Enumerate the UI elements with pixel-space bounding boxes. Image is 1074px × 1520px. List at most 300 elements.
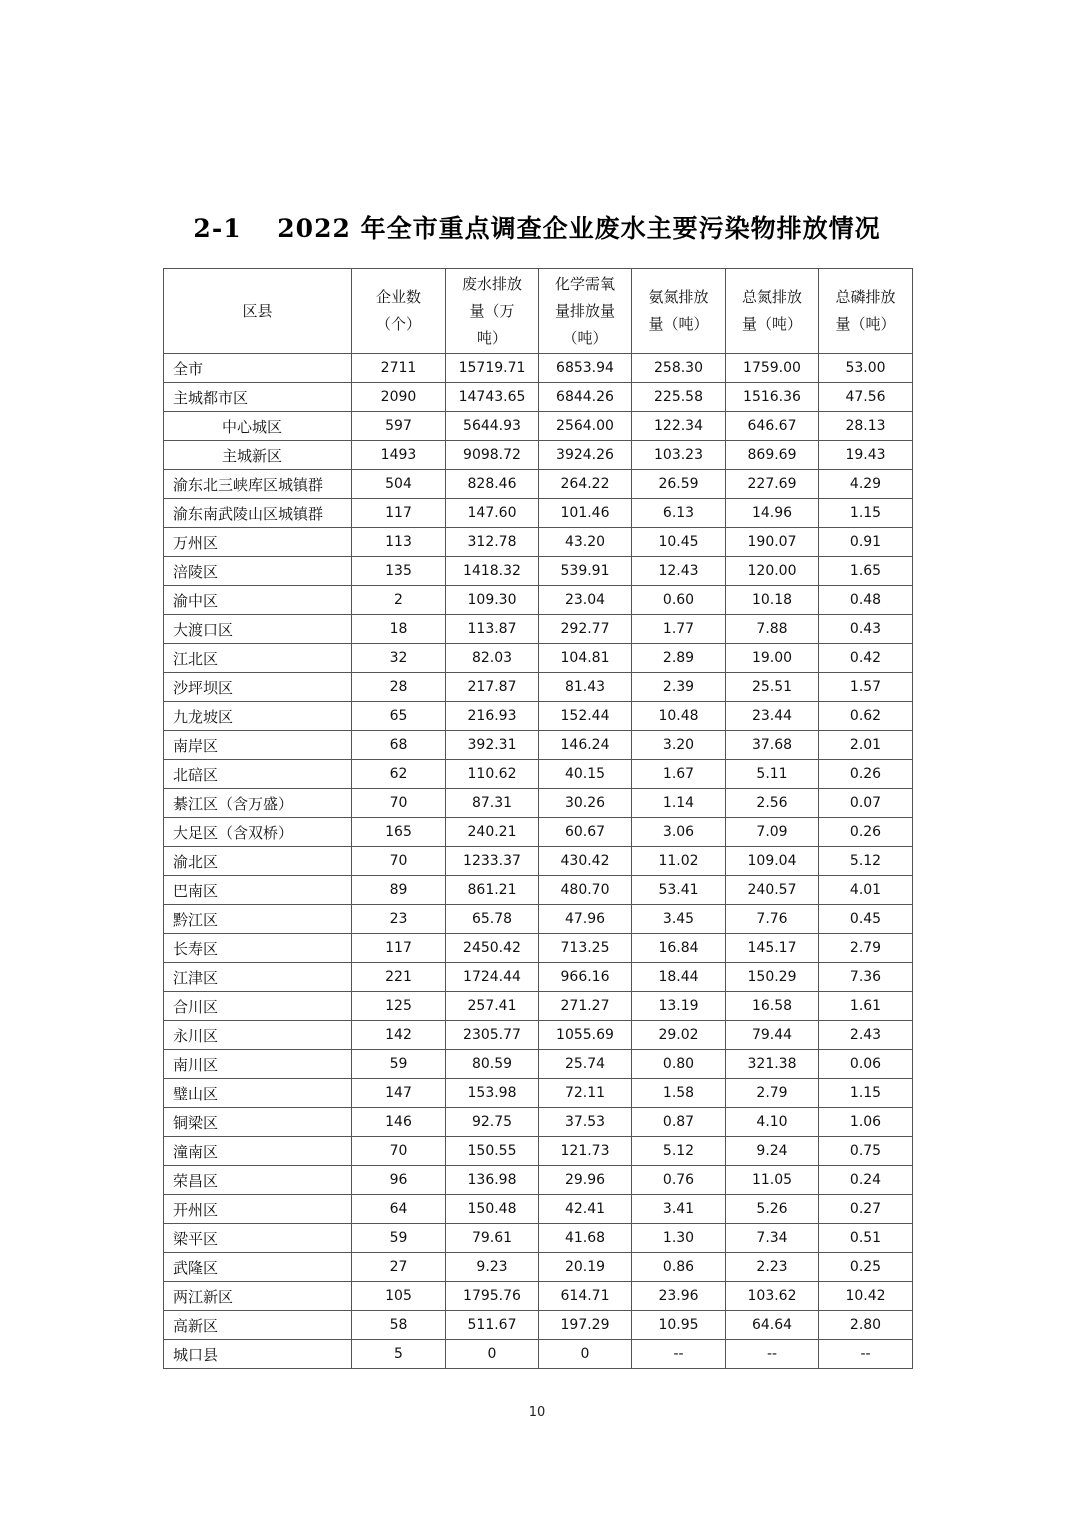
wastewater-volume-cell: 113.87 xyxy=(446,615,539,644)
cod-emission-cell: 23.04 xyxy=(539,586,632,615)
ammonia-nitrogen-emission-cell: 12.43 xyxy=(632,557,726,586)
table-row xyxy=(164,1137,913,1166)
wastewater-volume-cell: 92.75 xyxy=(446,1108,539,1137)
wastewater-volume-cell: 9098.72 xyxy=(446,441,539,470)
total-phosphorus-emission-cell: 2.43 xyxy=(819,1021,913,1050)
total-nitrogen-emission-cell: 120.00 xyxy=(726,557,819,586)
ammonia-nitrogen-emission-cell: 3.06 xyxy=(632,818,726,847)
cod-emission-cell: 42.41 xyxy=(539,1195,632,1224)
district-name-cell: 合川区 xyxy=(164,992,352,1021)
enterprise-count-cell: 135 xyxy=(352,557,446,586)
district-name-cell: 大渡口区 xyxy=(164,615,352,644)
wastewater-volume-cell: 240.21 xyxy=(446,818,539,847)
district-name-cell: 两江新区 xyxy=(164,1282,352,1311)
district-name-cell: 九龙坡区 xyxy=(164,702,352,731)
wastewater-volume-cell: 828.46 xyxy=(446,470,539,499)
total-nitrogen-emission-cell: 1759.00 xyxy=(726,354,819,383)
header-total-nitrogen-emission xyxy=(726,269,819,354)
cod-emission-cell: 25.74 xyxy=(539,1050,632,1079)
total-phosphorus-emission-cell: 4.29 xyxy=(819,470,913,499)
wastewater-volume-cell: 861.21 xyxy=(446,876,539,905)
total-nitrogen-emission-cell: 7.88 xyxy=(726,615,819,644)
total-nitrogen-emission-cell: 37.68 xyxy=(726,731,819,760)
emissions-table xyxy=(163,268,913,1369)
header-line: 氨氮排放 xyxy=(648,288,709,306)
table-row xyxy=(164,1079,913,1108)
table-row xyxy=(164,441,913,470)
header-line: 化学需氧 xyxy=(554,274,615,293)
ammonia-nitrogen-emission-cell: 1.14 xyxy=(632,789,726,818)
wastewater-volume-cell: 0 xyxy=(446,1340,539,1369)
table-row xyxy=(164,412,913,441)
wastewater-volume-cell: 1724.44 xyxy=(446,963,539,992)
header-line: 总氮排放 xyxy=(741,288,802,306)
header-line: 企业数 xyxy=(375,288,421,306)
total-nitrogen-emission-cell: 145.17 xyxy=(726,934,819,963)
enterprise-count-cell: 89 xyxy=(352,876,446,905)
district-name-cell: 璧山区 xyxy=(164,1079,352,1108)
enterprise-count-cell: 2 xyxy=(352,586,446,615)
total-phosphorus-emission-cell: 47.56 xyxy=(819,383,913,412)
total-nitrogen-emission-cell: 869.69 xyxy=(726,441,819,470)
district-name-cell: 铜梁区 xyxy=(164,1108,352,1137)
total-nitrogen-emission-cell: 109.04 xyxy=(726,847,819,876)
total-phosphorus-emission-cell: 19.43 xyxy=(819,441,913,470)
total-phosphorus-emission-cell: 0.42 xyxy=(819,644,913,673)
table-row xyxy=(164,818,913,847)
enterprise-count-cell: 117 xyxy=(352,499,446,528)
table-row xyxy=(164,905,913,934)
enterprise-count-cell: 597 xyxy=(352,412,446,441)
header-total-phosphorus-emission xyxy=(819,269,913,354)
wastewater-volume-cell: 9.23 xyxy=(446,1253,539,1282)
total-nitrogen-emission-cell: 19.00 xyxy=(726,644,819,673)
district-name-cell: 南岸区 xyxy=(164,731,352,760)
total-nitrogen-emission-cell: 5.26 xyxy=(726,1195,819,1224)
ammonia-nitrogen-emission-cell: 1.77 xyxy=(632,615,726,644)
wastewater-volume-cell: 1418.32 xyxy=(446,557,539,586)
wastewater-volume-cell: 110.62 xyxy=(446,760,539,789)
enterprise-count-cell: 68 xyxy=(352,731,446,760)
district-name-cell: 黔江区 xyxy=(164,905,352,934)
enterprise-count-cell: 113 xyxy=(352,528,446,557)
cod-emission-cell: 480.70 xyxy=(539,876,632,905)
cod-emission-cell: 81.43 xyxy=(539,673,632,702)
enterprise-count-cell: 27 xyxy=(352,1253,446,1282)
enterprise-count-cell: 142 xyxy=(352,1021,446,1050)
district-name-cell: 大足区（含双桥） xyxy=(164,818,352,847)
wastewater-volume-cell: 2305.77 xyxy=(446,1021,539,1050)
total-phosphorus-emission-cell: 1.65 xyxy=(819,557,913,586)
total-nitrogen-emission-cell: 646.67 xyxy=(726,412,819,441)
enterprise-count-cell: 28 xyxy=(352,673,446,702)
ammonia-nitrogen-emission-cell: 0.80 xyxy=(632,1050,726,1079)
total-nitrogen-emission-cell: 23.44 xyxy=(726,702,819,731)
ammonia-nitrogen-emission-cell: 0.60 xyxy=(632,586,726,615)
header-line: 量（吨） xyxy=(741,315,802,333)
table-row xyxy=(164,702,913,731)
district-name-cell: 北碚区 xyxy=(164,760,352,789)
total-nitrogen-emission-cell: 11.05 xyxy=(726,1166,819,1195)
table-row xyxy=(164,470,913,499)
enterprise-count-cell: 64 xyxy=(352,1195,446,1224)
enterprise-count-cell: 18 xyxy=(352,615,446,644)
header-line: 量排放量 xyxy=(554,301,615,320)
wastewater-volume-cell: 150.55 xyxy=(446,1137,539,1166)
wastewater-volume-cell: 217.87 xyxy=(446,673,539,702)
enterprise-count-cell: 504 xyxy=(352,470,446,499)
district-name-cell: 渝东南武陵山区城镇群 xyxy=(164,499,352,528)
district-name-cell: 主城新区 xyxy=(164,441,352,470)
district-name-cell: 荣昌区 xyxy=(164,1166,352,1195)
ammonia-nitrogen-emission-cell: 23.96 xyxy=(632,1282,726,1311)
district-name-cell: 潼南区 xyxy=(164,1137,352,1166)
table-row xyxy=(164,1108,913,1137)
cod-emission-cell: 264.22 xyxy=(539,470,632,499)
district-name-cell: 开州区 xyxy=(164,1195,352,1224)
table-row xyxy=(164,1050,913,1079)
enterprise-count-cell: 23 xyxy=(352,905,446,934)
ammonia-nitrogen-emission-cell: 1.30 xyxy=(632,1224,726,1253)
district-name-cell: 江津区 xyxy=(164,963,352,992)
total-nitrogen-emission-cell: 25.51 xyxy=(726,673,819,702)
wastewater-volume-cell: 392.31 xyxy=(446,731,539,760)
total-phosphorus-emission-cell: 53.00 xyxy=(819,354,913,383)
enterprise-count-cell: 32 xyxy=(352,644,446,673)
table-row xyxy=(164,354,913,383)
cod-emission-cell: 121.73 xyxy=(539,1137,632,1166)
ammonia-nitrogen-emission-cell: 6.13 xyxy=(632,499,726,528)
district-name-cell: 城口县 xyxy=(164,1340,352,1369)
wastewater-volume-cell: 312.78 xyxy=(446,528,539,557)
table-row xyxy=(164,1311,913,1340)
wastewater-volume-cell: 147.60 xyxy=(446,499,539,528)
district-name-cell: 巴南区 xyxy=(164,876,352,905)
wastewater-volume-cell: 257.41 xyxy=(446,992,539,1021)
total-nitrogen-emission-cell: 103.62 xyxy=(726,1282,819,1311)
ammonia-nitrogen-emission-cell: 225.58 xyxy=(632,383,726,412)
district-name-cell: 涪陵区 xyxy=(164,557,352,586)
district-name-cell: 南川区 xyxy=(164,1050,352,1079)
total-phosphorus-emission-cell: 0.25 xyxy=(819,1253,913,1282)
total-nitrogen-emission-cell: 227.69 xyxy=(726,470,819,499)
table-row xyxy=(164,760,913,789)
wastewater-volume-cell: 109.30 xyxy=(446,586,539,615)
ammonia-nitrogen-emission-cell: 10.48 xyxy=(632,702,726,731)
cod-emission-cell: 0 xyxy=(539,1340,632,1369)
cod-emission-cell: 271.27 xyxy=(539,992,632,1021)
ammonia-nitrogen-emission-cell: 0.76 xyxy=(632,1166,726,1195)
district-name-cell: 沙坪坝区 xyxy=(164,673,352,702)
total-nitrogen-emission-cell: 7.34 xyxy=(726,1224,819,1253)
cod-emission-cell: 43.20 xyxy=(539,528,632,557)
district-name-cell: 高新区 xyxy=(164,1311,352,1340)
enterprise-count-cell: 165 xyxy=(352,818,446,847)
header-line: 总磷排放 xyxy=(835,288,896,306)
total-nitrogen-emission-cell: 79.44 xyxy=(726,1021,819,1050)
cod-emission-cell: 6853.94 xyxy=(539,354,632,383)
total-phosphorus-emission-cell: 0.07 xyxy=(819,789,913,818)
district-name-cell: 綦江区（含万盛） xyxy=(164,789,352,818)
wastewater-volume-cell: 14743.65 xyxy=(446,383,539,412)
wastewater-volume-cell: 87.31 xyxy=(446,789,539,818)
table-row xyxy=(164,528,913,557)
wastewater-volume-cell: 511.67 xyxy=(446,1311,539,1340)
table-row xyxy=(164,992,913,1021)
enterprise-count-cell: 147 xyxy=(352,1079,446,1108)
page-title: 2-1 2022 年全市重点调查企业废水主要污染物排放情况 xyxy=(193,214,881,243)
cod-emission-cell: 430.42 xyxy=(539,847,632,876)
cod-emission-cell: 101.46 xyxy=(539,499,632,528)
cod-emission-cell: 966.16 xyxy=(539,963,632,992)
table-row xyxy=(164,673,913,702)
total-phosphorus-emission-cell: 0.26 xyxy=(819,760,913,789)
total-nitrogen-emission-cell: 5.11 xyxy=(726,760,819,789)
header-ammonia-nitrogen-emission xyxy=(632,269,726,354)
table-row xyxy=(164,1282,913,1311)
header-line: 吨） xyxy=(476,328,507,347)
total-phosphorus-emission-cell: 0.24 xyxy=(819,1166,913,1195)
ammonia-nitrogen-emission-cell: 3.41 xyxy=(632,1195,726,1224)
cod-emission-cell: 539.91 xyxy=(539,557,632,586)
table-row xyxy=(164,876,913,905)
total-phosphorus-emission-cell: 0.91 xyxy=(819,528,913,557)
total-nitrogen-emission-cell: 7.76 xyxy=(726,905,819,934)
total-nitrogen-emission-cell: 14.96 xyxy=(726,499,819,528)
table-row xyxy=(164,1195,913,1224)
cod-emission-cell: 20.19 xyxy=(539,1253,632,1282)
wastewater-volume-cell: 15719.71 xyxy=(446,354,539,383)
table-row xyxy=(164,1253,913,1282)
total-phosphorus-emission-cell: 0.27 xyxy=(819,1195,913,1224)
ammonia-nitrogen-emission-cell: 29.02 xyxy=(632,1021,726,1050)
table-row xyxy=(164,789,913,818)
ammonia-nitrogen-emission-cell: 16.84 xyxy=(632,934,726,963)
wastewater-volume-cell: 82.03 xyxy=(446,644,539,673)
ammonia-nitrogen-emission-cell: 3.45 xyxy=(632,905,726,934)
wastewater-volume-cell: 153.98 xyxy=(446,1079,539,1108)
table-row xyxy=(164,934,913,963)
total-phosphorus-emission-cell: 10.42 xyxy=(819,1282,913,1311)
enterprise-count-cell: 117 xyxy=(352,934,446,963)
ammonia-nitrogen-emission-cell: 0.87 xyxy=(632,1108,726,1137)
ammonia-nitrogen-emission-cell: 10.45 xyxy=(632,528,726,557)
ammonia-nitrogen-emission-cell: 11.02 xyxy=(632,847,726,876)
ammonia-nitrogen-emission-cell: 3.20 xyxy=(632,731,726,760)
header-wastewater-volume xyxy=(446,269,539,354)
cod-emission-cell: 72.11 xyxy=(539,1079,632,1108)
enterprise-count-cell: 1493 xyxy=(352,441,446,470)
ammonia-nitrogen-emission-cell: 1.58 xyxy=(632,1079,726,1108)
header-enterprise-count xyxy=(352,269,446,354)
total-phosphorus-emission-cell: 0.26 xyxy=(819,818,913,847)
enterprise-count-cell: 70 xyxy=(352,789,446,818)
cod-emission-cell: 713.25 xyxy=(539,934,632,963)
total-phosphorus-emission-cell: 2.01 xyxy=(819,731,913,760)
total-nitrogen-emission-cell: 16.58 xyxy=(726,992,819,1021)
table-body xyxy=(164,354,913,1369)
total-phosphorus-emission-cell: 0.06 xyxy=(819,1050,913,1079)
total-phosphorus-emission-cell: 4.01 xyxy=(819,876,913,905)
total-phosphorus-emission-cell: 0.75 xyxy=(819,1137,913,1166)
cod-emission-cell: 30.26 xyxy=(539,789,632,818)
total-nitrogen-emission-cell: 64.64 xyxy=(726,1311,819,1340)
table-row xyxy=(164,963,913,992)
table-row xyxy=(164,1340,913,1369)
enterprise-count-cell: 70 xyxy=(352,847,446,876)
total-phosphorus-emission-cell: 1.15 xyxy=(819,1079,913,1108)
cod-emission-cell: 614.71 xyxy=(539,1282,632,1311)
ammonia-nitrogen-emission-cell: 2.89 xyxy=(632,644,726,673)
wastewater-volume-cell: 2450.42 xyxy=(446,934,539,963)
total-phosphorus-emission-cell: 2.79 xyxy=(819,934,913,963)
table-row xyxy=(164,847,913,876)
cod-emission-cell: 37.53 xyxy=(539,1108,632,1137)
enterprise-count-cell: 96 xyxy=(352,1166,446,1195)
table-row xyxy=(164,557,913,586)
ammonia-nitrogen-emission-cell: 18.44 xyxy=(632,963,726,992)
district-name-cell: 主城都市区 xyxy=(164,383,352,412)
total-phosphorus-emission-cell: 0.51 xyxy=(819,1224,913,1253)
cod-emission-cell: 47.96 xyxy=(539,905,632,934)
enterprise-count-cell: 58 xyxy=(352,1311,446,1340)
enterprise-count-cell: 146 xyxy=(352,1108,446,1137)
total-phosphorus-emission-cell: 1.61 xyxy=(819,992,913,1021)
wastewater-volume-cell: 65.78 xyxy=(446,905,539,934)
total-nitrogen-emission-cell: 2.23 xyxy=(726,1253,819,1282)
wastewater-volume-cell: 1795.76 xyxy=(446,1282,539,1311)
ammonia-nitrogen-emission-cell: 0.86 xyxy=(632,1253,726,1282)
district-name-cell: 永川区 xyxy=(164,1021,352,1050)
enterprise-count-cell: 59 xyxy=(352,1224,446,1253)
total-nitrogen-emission-cell: 2.56 xyxy=(726,789,819,818)
ammonia-nitrogen-emission-cell: -- xyxy=(632,1340,726,1369)
total-nitrogen-emission-cell: 4.10 xyxy=(726,1108,819,1137)
ammonia-nitrogen-emission-cell: 5.12 xyxy=(632,1137,726,1166)
wastewater-volume-cell: 1233.37 xyxy=(446,847,539,876)
district-name-cell: 渝北区 xyxy=(164,847,352,876)
total-phosphorus-emission-cell: 2.80 xyxy=(819,1311,913,1340)
total-phosphorus-emission-cell: 1.57 xyxy=(819,673,913,702)
wastewater-volume-cell: 150.48 xyxy=(446,1195,539,1224)
header-line: 量（吨） xyxy=(648,315,709,333)
total-nitrogen-emission-cell: 190.07 xyxy=(726,528,819,557)
table-row xyxy=(164,499,913,528)
table-row xyxy=(164,586,913,615)
ammonia-nitrogen-emission-cell: 13.19 xyxy=(632,992,726,1021)
table-row xyxy=(164,383,913,412)
district-name-cell: 江北区 xyxy=(164,644,352,673)
total-phosphorus-emission-cell: 0.48 xyxy=(819,586,913,615)
enterprise-count-cell: 62 xyxy=(352,760,446,789)
district-name-cell: 渝东北三峡库区城镇群 xyxy=(164,470,352,499)
cod-emission-cell: 41.68 xyxy=(539,1224,632,1253)
table-row xyxy=(164,1021,913,1050)
cod-emission-cell: 146.24 xyxy=(539,731,632,760)
total-phosphorus-emission-cell: 1.06 xyxy=(819,1108,913,1137)
enterprise-count-cell: 65 xyxy=(352,702,446,731)
total-nitrogen-emission-cell: -- xyxy=(726,1340,819,1369)
wastewater-volume-cell: 216.93 xyxy=(446,702,539,731)
header-line: 量（吨） xyxy=(835,315,896,333)
header-cod-emission xyxy=(539,269,632,354)
enterprise-count-cell: 59 xyxy=(352,1050,446,1079)
total-nitrogen-emission-cell: 321.38 xyxy=(726,1050,819,1079)
total-phosphorus-emission-cell: -- xyxy=(819,1340,913,1369)
district-name-cell: 武隆区 xyxy=(164,1253,352,1282)
table-header-row xyxy=(164,269,913,354)
enterprise-count-cell: 70 xyxy=(352,1137,446,1166)
wastewater-volume-cell: 5644.93 xyxy=(446,412,539,441)
header-district xyxy=(164,269,352,354)
ammonia-nitrogen-emission-cell: 10.95 xyxy=(632,1311,726,1340)
cod-emission-cell: 2564.00 xyxy=(539,412,632,441)
total-nitrogen-emission-cell: 150.29 xyxy=(726,963,819,992)
cod-emission-cell: 40.15 xyxy=(539,760,632,789)
cod-emission-cell: 104.81 xyxy=(539,644,632,673)
ammonia-nitrogen-emission-cell: 103.23 xyxy=(632,441,726,470)
header-line: 区县 xyxy=(242,301,273,320)
enterprise-count-cell: 125 xyxy=(352,992,446,1021)
district-name-cell: 渝中区 xyxy=(164,586,352,615)
table-row xyxy=(164,615,913,644)
enterprise-count-cell: 2711 xyxy=(352,354,446,383)
total-nitrogen-emission-cell: 1516.36 xyxy=(726,383,819,412)
district-name-cell: 全市 xyxy=(164,354,352,383)
wastewater-volume-cell: 136.98 xyxy=(446,1166,539,1195)
total-nitrogen-emission-cell: 240.57 xyxy=(726,876,819,905)
ammonia-nitrogen-emission-cell: 122.34 xyxy=(632,412,726,441)
total-nitrogen-emission-cell: 2.79 xyxy=(726,1079,819,1108)
enterprise-count-cell: 221 xyxy=(352,963,446,992)
cod-emission-cell: 152.44 xyxy=(539,702,632,731)
cod-emission-cell: 29.96 xyxy=(539,1166,632,1195)
table-row xyxy=(164,644,913,673)
district-name-cell: 万州区 xyxy=(164,528,352,557)
enterprise-count-cell: 105 xyxy=(352,1282,446,1311)
district-name-cell: 长寿区 xyxy=(164,934,352,963)
total-nitrogen-emission-cell: 10.18 xyxy=(726,586,819,615)
district-name-cell: 梁平区 xyxy=(164,1224,352,1253)
total-phosphorus-emission-cell: 5.12 xyxy=(819,847,913,876)
total-phosphorus-emission-cell: 0.45 xyxy=(819,905,913,934)
cod-emission-cell: 292.77 xyxy=(539,615,632,644)
table-row xyxy=(164,731,913,760)
enterprise-count-cell: 5 xyxy=(352,1340,446,1369)
enterprise-count-cell: 2090 xyxy=(352,383,446,412)
total-phosphorus-emission-cell: 0.62 xyxy=(819,702,913,731)
cod-emission-cell: 6844.26 xyxy=(539,383,632,412)
total-phosphorus-emission-cell: 1.15 xyxy=(819,499,913,528)
total-nitrogen-emission-cell: 7.09 xyxy=(726,818,819,847)
ammonia-nitrogen-emission-cell: 258.30 xyxy=(632,354,726,383)
total-phosphorus-emission-cell: 28.13 xyxy=(819,412,913,441)
table-row xyxy=(164,1166,913,1195)
wastewater-volume-cell: 79.61 xyxy=(446,1224,539,1253)
wastewater-volume-cell: 80.59 xyxy=(446,1050,539,1079)
cod-emission-cell: 1055.69 xyxy=(539,1021,632,1050)
total-nitrogen-emission-cell: 9.24 xyxy=(726,1137,819,1166)
cod-emission-cell: 3924.26 xyxy=(539,441,632,470)
ammonia-nitrogen-emission-cell: 26.59 xyxy=(632,470,726,499)
header-line: （个） xyxy=(375,315,421,333)
header-line: 量（万 xyxy=(469,301,515,320)
header-line: （吨） xyxy=(562,328,608,347)
cod-emission-cell: 197.29 xyxy=(539,1311,632,1340)
district-name-cell: 中心城区 xyxy=(164,412,352,441)
total-phosphorus-emission-cell: 0.43 xyxy=(819,615,913,644)
total-phosphorus-emission-cell: 7.36 xyxy=(819,963,913,992)
